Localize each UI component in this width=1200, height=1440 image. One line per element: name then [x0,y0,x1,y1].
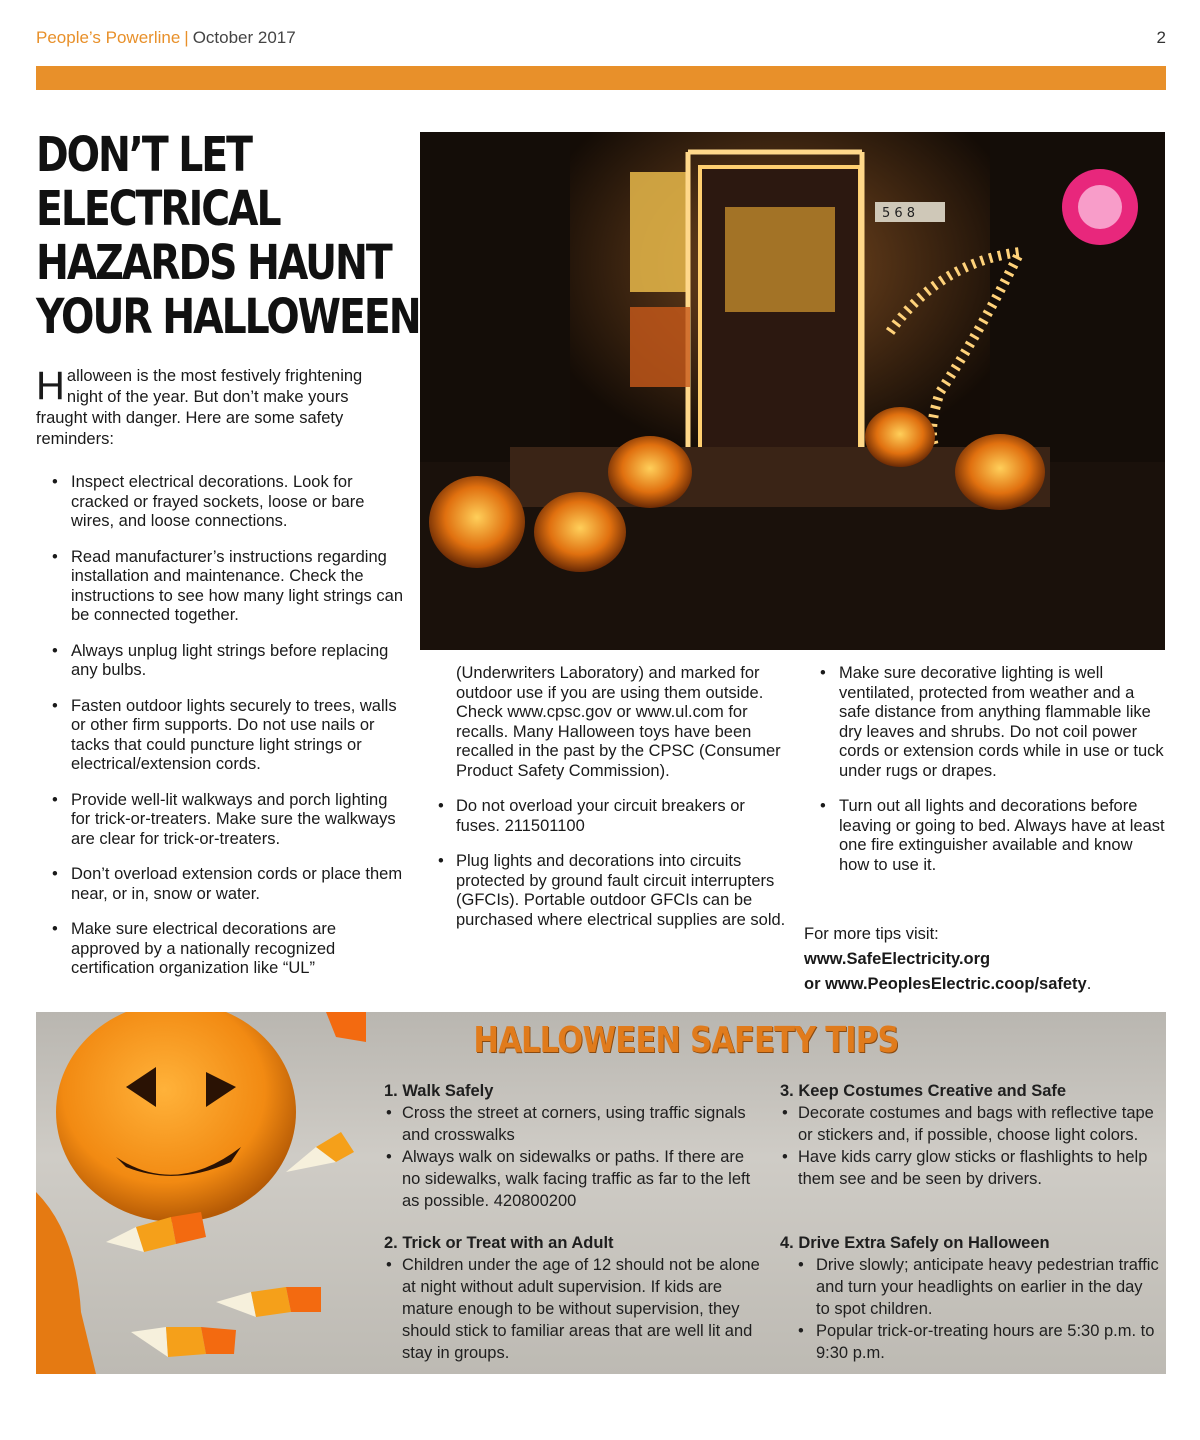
list-item: • Make sure decorative lighting is well ventilated, protected from weather and a safe distance from anything flammable like dry leaves and shrubs. Do not coil power cords or extension cords while in use or tuck under rugs or drapes. [804,664,1166,781]
publication-name: People’s Powerline [36,28,181,47]
more-tips-lead: For more tips visit: [804,925,939,943]
header-rule [36,66,1166,90]
tip-heading: 2. Trick or Treat with an Adult [384,1234,614,1252]
page-header [36,28,1166,52]
tip-heading: 3. Keep Costumes Creative and Safe [780,1082,1067,1100]
drop-cap: H [36,364,65,408]
headline-line: DON’T LET [36,127,251,183]
tip-item: • Have kids carry glow sticks or flashlights to help them see and be seen by drivers. [780,1146,1160,1190]
article-headline [36,127,420,345]
tip-item: • Decorate costumes and bags with reflective tape or stickers and, if possible, choose light colors. [780,1102,1160,1146]
peoples-electric-link[interactable]: or www.PeoplesElectric.coop/safety [804,975,1087,993]
safety-list-column-2 [436,664,786,946]
tip-section [384,1080,764,1212]
safe-electricity-link[interactable]: www.SafeElectricity.org [804,950,991,968]
halloween-safety-tips-box [36,1012,1166,1374]
headline-line: YOUR HALLOWEEN [36,289,420,345]
safety-list-column-3 [804,664,1166,891]
list-item: • Always unplug light strings before replacing any bulbs. [36,642,406,681]
list-item: • Don’t overload extension cords or place them near, or in, snow or water. [36,865,406,904]
list-item: • Provide well-lit walkways and porch lighting for trick-or-treaters. Make sure the walkways are clear for trick-or-treaters. [36,791,406,850]
list-item: • Read manufacturer’s instructions regarding installation and maintenance. Check the instructions to see how many light strings can be connected together. [36,548,406,626]
tip-heading: 4. Drive Extra Safely on Halloween [780,1234,1050,1252]
page-number: 2 [1156,28,1166,47]
pumpkin-candy-illustration [36,1012,366,1374]
tip-section [384,1232,764,1364]
tip-item: • Always walk on sidewalks or paths. If there are no sidewalks, walk facing traffic as far to the left as possible. 420800200 [384,1146,764,1212]
headline-line: ELECTRICAL [36,181,280,237]
list-item: • Plug lights and decorations into circuits protected by ground fault circuit interrupters (GFCIs). Portable outdoor GFCIs can be purchased where electrical supplies are sold. [436,852,786,930]
tip-heading: 1. Walk Safely [384,1082,494,1100]
house-number: 5 6 8 [882,206,916,221]
tip-item: • Cross the street at corners, using traffic signals and crosswalks [384,1102,764,1146]
tips-title: HALLOWEEN SAFETY TIPS [473,1020,899,1061]
safety-list-column-1 [36,473,406,995]
tip-item: • Popular trick-or-treating hours are 5:30 p.m. to 9:30 p.m. [780,1320,1160,1364]
list-item: • Do not overload your circuit breakers or fuses. 211501100 [436,797,786,836]
intro-paragraph [36,366,396,450]
tip-section [780,1232,1160,1364]
tip-section [780,1080,1160,1190]
issue-date: October 2017 [192,28,296,47]
header-separator: | [184,28,189,47]
more-tips [804,922,1166,997]
intro-text: alloween is the most festively frightening night of the year. But don’t make yours fraught with danger. Here are some safety reminders: [36,367,363,448]
list-item-continuation: (Underwriters Laboratory) and marked for outdoor use if you are using them outside. Check www.cpsc.gov or www.ul.com for recalls. Many Halloween toys have been recalled in the past by the CPSC (Consumer Product Safety Commission). [456,664,781,780]
list-item: • Turn out all lights and decorations before leaving or going to bed. Always have at least one fire extinguisher available and know how to use it. [804,797,1166,875]
tip-item: • Children under the age of 12 should not be alone at night without adult supervision. If kids are mature enough to be without supervision, they should stick to familiar areas that are well lit and stay in groups. [384,1254,764,1364]
porch-illustration [420,132,1165,650]
headline-line: HAZARDS HAUNT [36,235,391,291]
more-tips-period: . [1086,975,1092,993]
tip-item: • Drive slowly; anticipate heavy pedestrian traffic and turn your headlights on earlier in the day to spot children. [780,1254,1160,1320]
halloween-porch-photo [420,132,1165,650]
list-item: • Make sure electrical decorations are approved by a nationally recognized certification organization like “UL” [36,920,406,979]
list-item: • Inspect electrical decorations. Look for cracked or frayed sockets, loose or bare wires, and loose connections. [36,473,406,532]
list-item: • Fasten outdoor lights securely to trees, walls or other firm supports. Do not use nails or tacks that could puncture light strings or electrical/extension cords. [36,697,406,775]
